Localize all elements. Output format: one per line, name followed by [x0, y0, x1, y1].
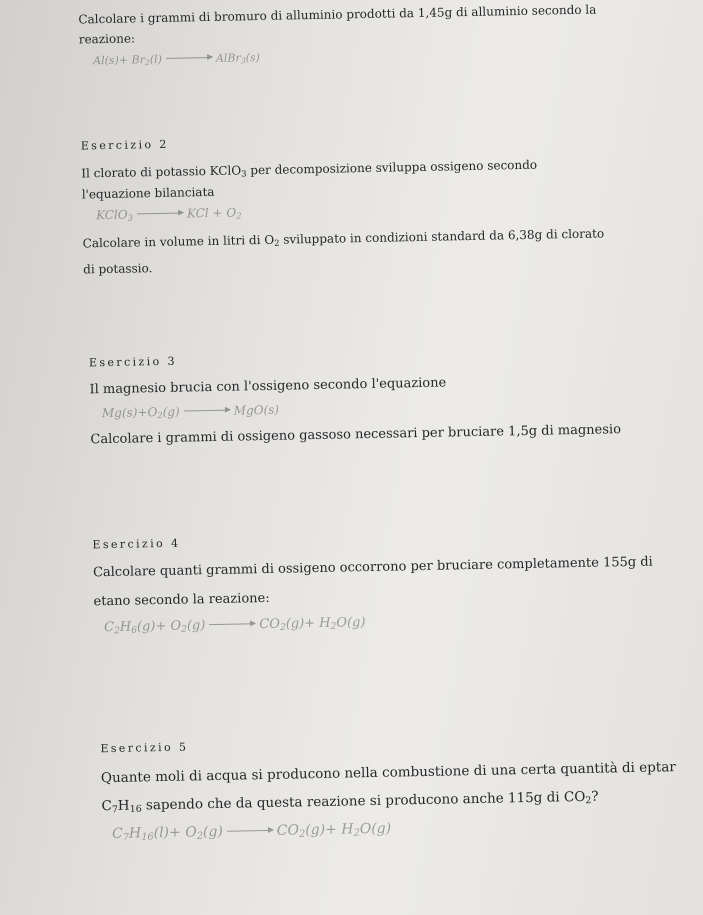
- ex2-eq-right-sub: 2: [236, 210, 242, 221]
- ex4-eq-e: CO: [259, 616, 281, 633]
- ex2-line1-a: Il clorato di potassio KClO: [81, 163, 242, 181]
- ex2-line3-a: Calcolare in volume in litri di O: [82, 232, 275, 251]
- ex5-line2-b: H: [117, 797, 130, 814]
- ex5-eq-f: (g)+ H: [305, 821, 354, 839]
- ex5-line2-c: sapendo che da questa reazione si producono anche 115g di CO: [141, 788, 586, 814]
- ex5-eq-c: (l)+ O: [153, 824, 197, 842]
- ex2-line3-sub: 2: [274, 237, 280, 248]
- ex4-heading: Esercizio 4: [92, 536, 181, 552]
- ex4-eq-a: C: [103, 619, 115, 636]
- ex5-eq-sub4: 2: [298, 828, 306, 840]
- ex3-eq-left-b: (g): [162, 404, 180, 419]
- ex3-heading: Esercizio 3: [88, 354, 178, 370]
- reaction-arrow-icon: [227, 830, 273, 832]
- ex1-line1: Calcolare i grammi di bromuro di alluminio prodotti da 1,45g di alluminio secondo la: [78, 2, 597, 27]
- reaction-arrow-icon: [166, 57, 212, 59]
- ex3-line1: Il magnesio brucia con l'ossigeno secondo l'equazione: [89, 375, 447, 398]
- ex5-line2-sub3: 2: [585, 795, 592, 807]
- ex4-line2: etano secondo la reazione:: [93, 590, 270, 610]
- ex5-eq-sub1: 7: [122, 832, 130, 844]
- reaction-arrow-icon: [137, 213, 183, 215]
- ex2-line1-b: per decomposizione sviluppa ossigeno secondo: [246, 157, 538, 178]
- ex5-line2-sub2: 16: [129, 803, 142, 816]
- ex5-line1: Quante moli di acqua si producono nella combustione di una certa quantità di eptar: [100, 759, 676, 787]
- ex2-line3: [83, 226, 605, 251]
- ex1-equation: [93, 51, 260, 68]
- ex4-eq-f: (g)+ H: [285, 615, 331, 632]
- ex2-line1-sub: 3: [241, 168, 247, 179]
- reaction-arrow-icon: [184, 410, 230, 412]
- ex2-eq-right-a: KCl + O: [186, 205, 237, 221]
- ex5-eq-g: O(g): [359, 820, 392, 838]
- ex5-eq-sub3: 2: [196, 830, 204, 842]
- ex4-eq-sub2: 6: [131, 625, 138, 636]
- ex1-eq-right-end: (s): [245, 51, 260, 65]
- ex4-equation: [104, 615, 366, 636]
- ex5-line2-d: ?: [591, 788, 599, 805]
- ex3-equation: [102, 403, 279, 421]
- ex5-eq-sub2: 16: [141, 831, 154, 843]
- ex2-equation: [96, 205, 242, 223]
- ex5-eq-sub5: 2: [353, 827, 360, 839]
- ex2-eq-left: KClO: [96, 207, 128, 223]
- ex5-heading: Esercizio 5: [100, 740, 189, 756]
- ex2-line2: l'equazione bilanciata: [81, 184, 215, 202]
- ex3-eq-left-sub: 2: [157, 410, 163, 421]
- ex5-line2-a: C: [101, 798, 112, 815]
- ex1-eq-right-sub: 3: [240, 56, 246, 66]
- ex4-eq-sub5: 2: [330, 621, 337, 633]
- ex2-heading: Esercizio 2: [80, 137, 169, 153]
- ex1-eq-left-sub: 2: [144, 58, 150, 68]
- ex2-eq-left-sub: 3: [127, 212, 134, 223]
- ex1-eq-left: Al(s)+ Br: [93, 53, 146, 68]
- ex4-eq-c: (g)+ O: [136, 618, 182, 635]
- ex4-eq-sub4: 2: [279, 622, 286, 634]
- ex4-eq-g: O(g): [336, 615, 366, 631]
- ex5-equation: [112, 821, 391, 844]
- ex3-eq-right: MgO(s): [233, 402, 280, 418]
- ex5-line2-sub1: 7: [111, 804, 119, 816]
- ex1-line2: reazione:: [78, 31, 136, 47]
- ex3-eq-left-a: Mg(s)+O: [101, 405, 158, 421]
- ex2-line4: di potassio.: [83, 261, 153, 277]
- ex4-eq-b: H: [119, 619, 132, 635]
- ex5-eq-e: CO: [276, 822, 300, 839]
- reaction-arrow-icon: [209, 623, 255, 625]
- ex3-line2: Calcolare i grammi di ossigeno gassoso necessari per bruciare 1,5g di magnesio: [90, 422, 622, 448]
- ex5-line2: [101, 789, 598, 816]
- ex5-eq-b: H: [128, 825, 142, 842]
- ex4-line1: Calcolare quanti grammi di ossigeno occorrono per bruciare completamente 155g di: [92, 554, 653, 581]
- ex2-line1: [81, 158, 537, 182]
- ex4-eq-sub3: 2: [181, 624, 188, 635]
- ex5-eq-a: C: [111, 825, 123, 843]
- ex4-eq-d: (g): [186, 618, 206, 634]
- ex1-eq-left-end: (l): [149, 52, 163, 67]
- ex4-eq-sub1: 2: [113, 626, 120, 637]
- ex1-eq-right: AlBr: [215, 51, 241, 65]
- ex5-eq-d: (g): [202, 823, 223, 841]
- ex2-line3-b: sviluppato in condizioni standard da 6,38g di clorato: [279, 226, 605, 247]
